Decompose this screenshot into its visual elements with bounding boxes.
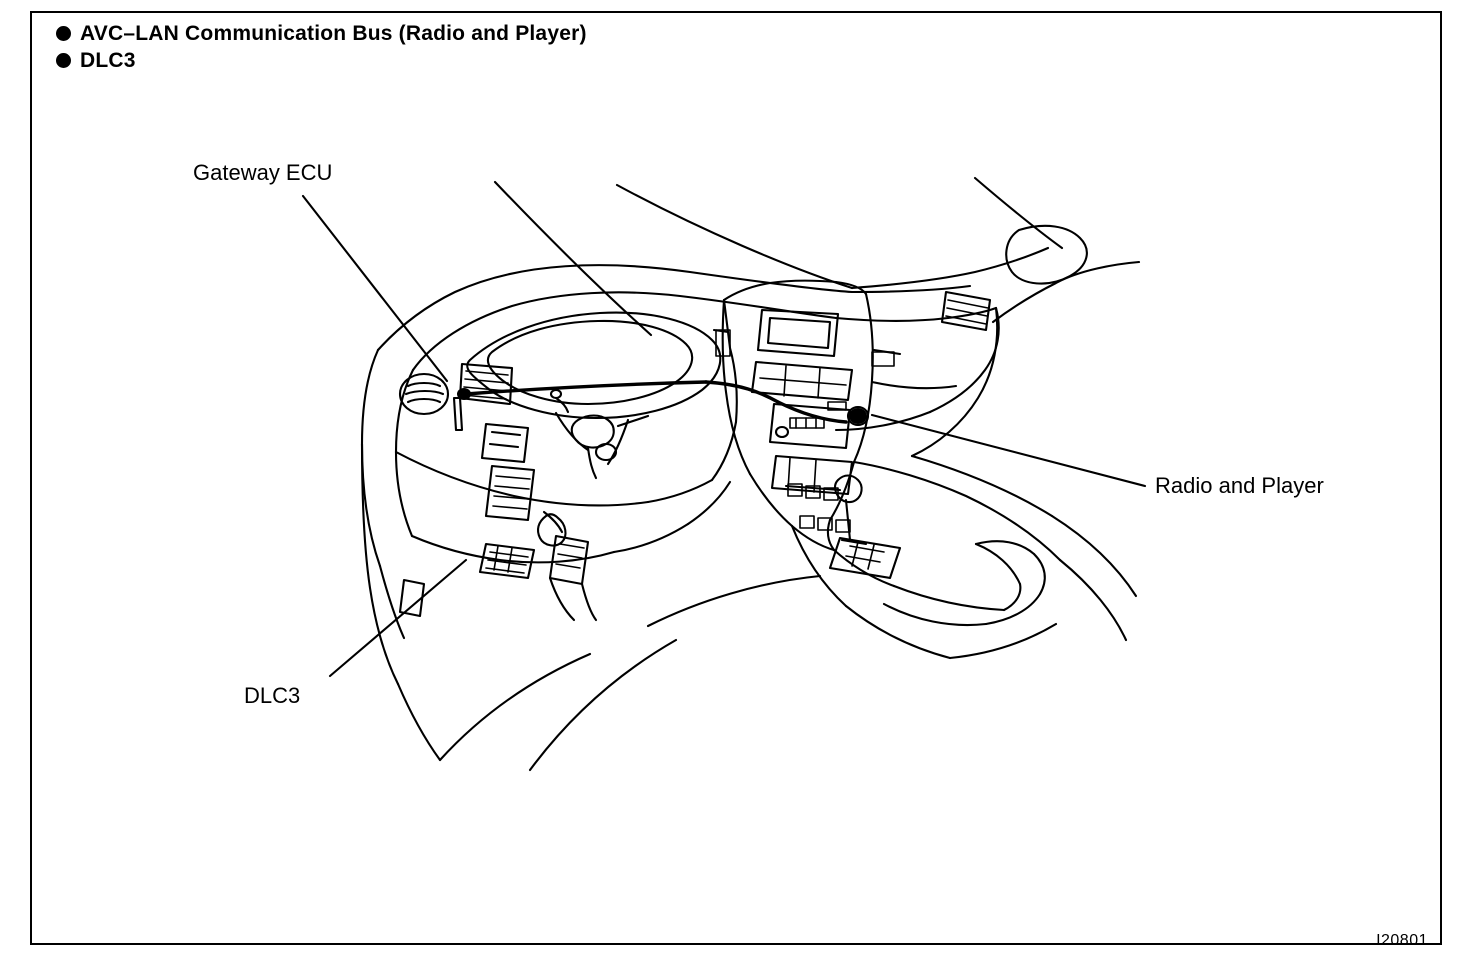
callout-label-dlc3: DLC3	[244, 683, 301, 708]
legend-item-label: DLC3	[80, 48, 136, 72]
filled-circle-icon	[56, 26, 71, 41]
legend-item-label: AVC–LAN Communication Bus (Radio and Player)	[80, 21, 587, 45]
legend	[56, 20, 587, 74]
callout-label-radio-and-player: Radio and Player	[1155, 473, 1324, 498]
filled-circle-icon	[56, 53, 71, 68]
legend-item-avc-lan	[56, 20, 587, 47]
callout-label-gateway-ecu: Gateway ECU	[193, 160, 333, 185]
figure-code: I20801	[1376, 932, 1428, 949]
legend-item-dlc3	[56, 47, 587, 74]
